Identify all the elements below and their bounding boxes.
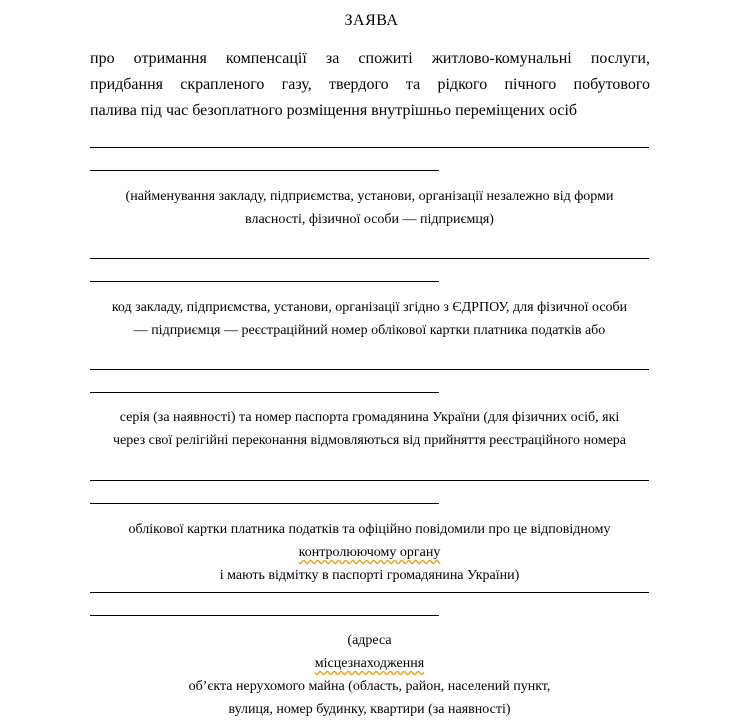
spellcheck-highlight: місцезнаходження bbox=[314, 656, 425, 671]
caption-line: (найменування закладу, підприємства, установи, організації незалежно від форми bbox=[125, 189, 614, 204]
blank-line[interactable] bbox=[90, 281, 439, 282]
document-subtitle bbox=[90, 46, 650, 124]
caption-line: серія (за наявності) та номер паспорта громадянина України (для фізичних осіб, які bbox=[119, 410, 620, 425]
caption-line: вулиця, номер будинку, квартири (за наявності) bbox=[228, 702, 511, 717]
caption-edrpou-code bbox=[90, 296, 649, 342]
blank-line[interactable] bbox=[90, 258, 649, 259]
blank-line[interactable] bbox=[90, 147, 649, 148]
caption-tax-card bbox=[90, 518, 649, 587]
blank-line[interactable] bbox=[90, 503, 439, 504]
blank-line[interactable] bbox=[90, 392, 439, 393]
blank-line[interactable] bbox=[90, 170, 439, 171]
caption-text: об’єкта нерухомого майна (область, район, населений пункт, bbox=[188, 679, 551, 694]
caption-line: код закладу, підприємства, установи, організації згідно з ЄДРПОУ, для фізичної особи bbox=[111, 300, 628, 315]
caption-text: (адреса bbox=[347, 633, 392, 648]
blank-line[interactable] bbox=[90, 615, 439, 616]
blank-line[interactable] bbox=[90, 480, 649, 481]
caption-line: облікової картки платника податків та офіційно повідомили про це відповідному bbox=[128, 522, 611, 537]
caption-property-address bbox=[90, 629, 649, 721]
subtitle-line-1: про отримання компенсації за спожиті житлово-комунальні послуги, bbox=[90, 50, 650, 67]
caption-line bbox=[90, 541, 649, 587]
blank-line[interactable] bbox=[90, 369, 649, 370]
blank-line[interactable] bbox=[90, 592, 649, 593]
caption-line bbox=[90, 629, 649, 698]
caption-line: власності, фізичної особи — підприємця) bbox=[245, 212, 494, 227]
caption-text: і мають відмітку в паспорті громадянина України) bbox=[219, 568, 520, 583]
subtitle-line-2: придбання скрапленого газу, твердого та рідкого пічного побутового bbox=[90, 76, 650, 93]
caption-line: через свої релігійні переконання відмовляються від прийняття реєстраційного номера bbox=[112, 433, 627, 448]
subtitle-line-3: палива під час безоплатного розміщення внутрішньо переміщених осіб bbox=[90, 102, 578, 119]
caption-passport bbox=[90, 406, 649, 452]
caption-organization-name bbox=[90, 185, 649, 231]
spellcheck-highlight: контролюючому органу bbox=[298, 545, 441, 560]
caption-line: — підприємця — реєстраційний номер облікової картки платника податків або bbox=[133, 323, 606, 338]
document-title: ЗАЯВА bbox=[344, 12, 399, 29]
